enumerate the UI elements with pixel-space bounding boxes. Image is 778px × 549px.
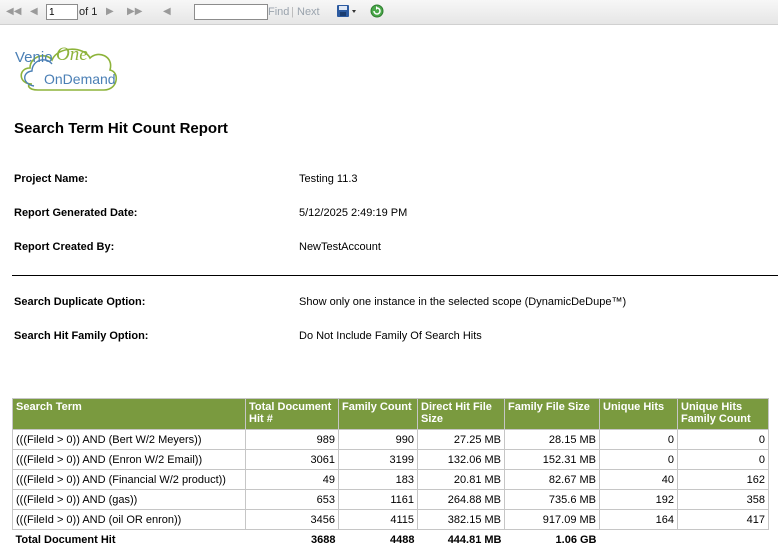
column-header-unique-hits: Unique Hits (600, 399, 678, 430)
logo-venio-text: Venio (15, 49, 53, 66)
table-row (13, 430, 769, 450)
report-toolbar (0, 0, 778, 25)
unique-hits-cell: 164 (600, 510, 678, 530)
venio-ondemand-logo (14, 38, 118, 98)
search-hit-family-option-value: Do Not Include Family Of Search Hits (299, 330, 482, 342)
unique-hits-family-count-cell: 0 (678, 450, 769, 470)
report-title: Search Term Hit Count Report (14, 120, 228, 137)
column-header-direct-hit-file-size: Direct Hit File Size (418, 399, 505, 430)
total-document-hit-cell: 989 (246, 430, 339, 450)
find-input[interactable] (194, 4, 268, 20)
direct-hit-file-size-cell: 382.15 MB (418, 510, 505, 530)
report-created-by-value: NewTestAccount (299, 241, 381, 253)
direct-hit-file-size-cell: 132.06 MB (418, 450, 505, 470)
column-header-search-term: Search Term (13, 399, 246, 430)
logo-ondemand-text: OnDemand (44, 71, 116, 87)
unique-hits-cell: 40 (600, 470, 678, 490)
search-hit-family-option-label: Search Hit Family Option: (14, 330, 148, 342)
search-term-cell: (((FileId > 0)) AND (Bert W/2 Meyers)) (13, 430, 246, 450)
column-header-family-file-size: Family File Size (505, 399, 600, 430)
family-count-cell: 3199 (339, 450, 418, 470)
family-file-size-cell: 735.6 MB (505, 490, 600, 510)
page-count-label: of 1 (79, 5, 97, 19)
family-file-size-cell: 82.67 MB (505, 470, 600, 490)
family-count-cell: 4115 (339, 510, 418, 530)
family-count-cell: 1161 (339, 490, 418, 510)
page-number-input[interactable] (46, 4, 78, 20)
project-name-value: Testing 11.3 (299, 173, 358, 185)
column-header-family-count: Family Count (339, 399, 418, 430)
total-document-hit-cell: 3456 (246, 510, 339, 530)
search-term-cell: (((FileId > 0)) AND (gas)) (13, 490, 246, 510)
direct-hit-file-size-cell: 27.25 MB (418, 430, 505, 450)
table-row (13, 490, 769, 510)
search-term-cell: (((FileId > 0)) AND (Enron W/2 Email)) (13, 450, 246, 470)
search-duplicate-option-value: Show only one instance in the selected scope (DynamicDeDupe™) (299, 296, 626, 308)
unique-hits-cell: 192 (600, 490, 678, 510)
back-to-parent-icon[interactable]: ◀ (163, 5, 171, 19)
export-icon[interactable] (336, 3, 360, 23)
unique-hits-family-count-cell: 417 (678, 510, 769, 530)
family-file-size-cell: 28.15 MB (505, 430, 600, 450)
family-file-size-cell: 152.31 MB (505, 450, 600, 470)
next-link[interactable]: Next (297, 5, 320, 19)
last-page-icon[interactable]: ▶▶ (127, 5, 142, 19)
column-header-total-document-hit: Total Document Hit # (246, 399, 339, 430)
total-document-hit-cell: 3688 (246, 530, 339, 549)
toolbar-separator: | (291, 5, 294, 19)
next-page-icon[interactable]: ▶ (106, 5, 114, 19)
table-row (13, 470, 769, 490)
section-divider (12, 275, 778, 276)
refresh-icon[interactable] (370, 4, 384, 22)
total-document-hit-cell: 3061 (246, 450, 339, 470)
direct-hit-file-size-cell: 20.81 MB (418, 470, 505, 490)
find-link[interactable]: Find (268, 5, 289, 19)
search-term-cell: (((FileId > 0)) AND (Financial W/2 product)) (13, 470, 246, 490)
first-page-icon[interactable]: ◀◀ (6, 5, 21, 19)
search-term-hit-table (12, 398, 769, 549)
total-document-hit-cell: 653 (246, 490, 339, 510)
total-family-file-size-cell: 1.06 GB (505, 530, 600, 549)
unique-hits-family-count-cell: 358 (678, 490, 769, 510)
family-count-cell: 990 (339, 430, 418, 450)
total-unique-hits-family-count-cell (678, 530, 769, 549)
project-name-label: Project Name: (14, 173, 88, 185)
total-document-hit-cell: 49 (246, 470, 339, 490)
total-family-count-cell: 4488 (339, 530, 418, 549)
search-term-cell: (((FileId > 0)) AND (oil OR enron)) (13, 510, 246, 530)
report-generated-date-value: 5/12/2025 2:49:19 PM (299, 207, 407, 219)
total-direct-hit-file-size-cell: 444.81 MB (418, 530, 505, 549)
total-unique-hits-cell (600, 530, 678, 549)
logo-one-text: One (56, 44, 88, 66)
direct-hit-file-size-cell: 264.88 MB (418, 490, 505, 510)
report-generated-date-label: Report Generated Date: (14, 207, 137, 219)
unique-hits-family-count-cell: 0 (678, 430, 769, 450)
total-row (13, 530, 769, 549)
unique-hits-family-count-cell: 162 (678, 470, 769, 490)
family-file-size-cell: 917.09 MB (505, 510, 600, 530)
table-header-row (13, 399, 769, 430)
family-count-cell: 183 (339, 470, 418, 490)
unique-hits-cell: 0 (600, 450, 678, 470)
previous-page-icon[interactable]: ◀ (30, 5, 38, 19)
report-created-by-label: Report Created By: (14, 241, 114, 253)
column-header-unique-hits-family-count: Unique Hits Family Count (678, 399, 769, 430)
total-label-cell: Total Document Hit (13, 530, 246, 549)
table-row (13, 510, 769, 530)
unique-hits-cell: 0 (600, 430, 678, 450)
search-duplicate-option-label: Search Duplicate Option: (14, 296, 145, 308)
table-row (13, 450, 769, 470)
